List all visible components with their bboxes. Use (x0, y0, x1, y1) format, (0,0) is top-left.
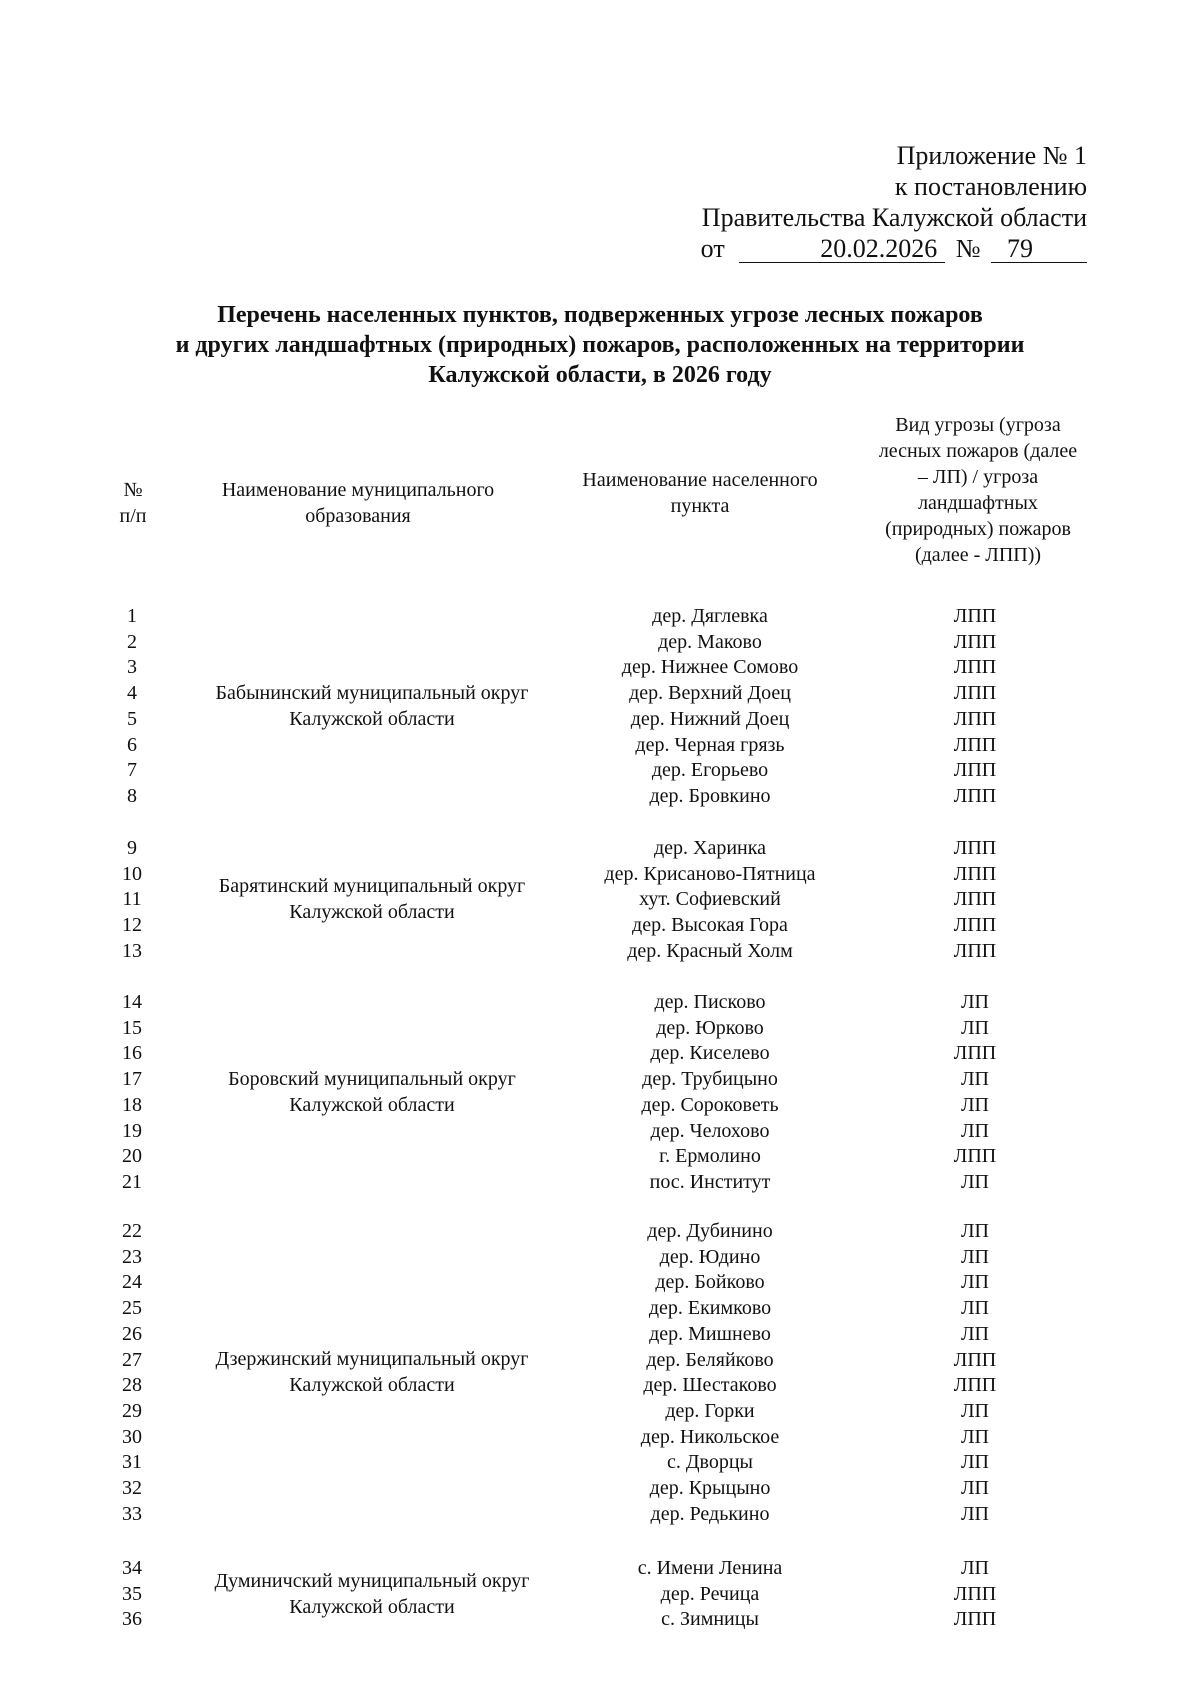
settlement-name: дер. Егорьево (651, 759, 769, 781)
settlement-name: дер. Дубинино (647, 1220, 773, 1242)
threat-type: ЛП (960, 1171, 989, 1193)
threat-type: ЛПП (953, 759, 997, 781)
threat-type: ЛП (960, 1557, 989, 1579)
threat-type: ЛП (960, 1068, 989, 1090)
threat-type: ЛПП (953, 1145, 997, 1167)
appendix-number: Приложение № 1 (896, 141, 1087, 170)
threat-type: ЛП (960, 1400, 989, 1422)
settlement-name: дер. Мишнево (649, 1323, 771, 1345)
threat-type: ЛП (960, 1094, 989, 1116)
settlement-name: дер. Шестаково (643, 1374, 777, 1396)
threat-type: ЛПП (953, 682, 997, 704)
resolution-number: 79 (991, 236, 1087, 263)
municipality-name: Бабынинский муниципальный округ Калужской области (215, 682, 529, 730)
settlement-name: дер. Киселево (650, 1042, 770, 1064)
row-number: 29 (122, 1400, 142, 1422)
settlement-name: дер. Челохово (650, 1120, 770, 1142)
settlement-name: дер. Сороковеть (641, 1094, 779, 1116)
row-number: 10 (122, 863, 142, 885)
threat-type: ЛПП (953, 888, 997, 910)
settlement-name: дер. Бойково (655, 1271, 765, 1293)
row-number: 26 (122, 1323, 142, 1345)
appendix-government: Правительства Калужской области (701, 203, 1087, 232)
title-line: и других ландшафтных (природных) пожаров, расположенных на территории (175, 332, 1025, 358)
row-number: 1 (127, 605, 137, 627)
row-number: 15 (122, 1017, 142, 1039)
settlement-name: дер. Екимково (648, 1297, 772, 1319)
title-line: Перечень населенных пунктов, подверженных угрозе лесных пожаров (217, 302, 983, 328)
settlement-name: дер. Никольское (640, 1426, 780, 1448)
row-number: 36 (122, 1608, 142, 1630)
settlement-name: дер. Высокая Гора (632, 914, 788, 936)
header-number: № п/п (119, 479, 147, 527)
threat-type: ЛПП (953, 656, 997, 678)
settlement-name: пос. Институт (649, 1171, 771, 1193)
settlement-name: дер. Нижнее Сомово (621, 656, 799, 678)
resolution-date: 20.02.2026 (739, 236, 945, 263)
header-threat-type: Вид угрозы (угроза лесных пожаров (далее – ЛП) / угроза ландшафтных (природных) пожаров (далее - ЛПП)) (878, 414, 1078, 566)
municipality-name: Думиничский муниципальный округ Калужской области (214, 1570, 530, 1618)
number-label: № (955, 234, 981, 263)
threat-type: ЛП (960, 991, 989, 1013)
threat-type: ЛП (960, 1271, 989, 1293)
settlement-name: дер. Юдино (659, 1246, 761, 1268)
settlement-name: с. Дворцы (667, 1451, 753, 1473)
row-number: 24 (122, 1271, 142, 1293)
row-number: 6 (127, 734, 137, 756)
threat-type: ЛПП (953, 1349, 997, 1371)
row-number: 34 (122, 1557, 142, 1579)
threat-type: ЛП (960, 1477, 989, 1499)
settlement-name: с. Имени Ленина (637, 1557, 783, 1579)
settlement-name: дер. Трубицыно (642, 1068, 778, 1090)
row-number: 8 (127, 785, 137, 807)
threat-type: ЛП (960, 1246, 989, 1268)
threat-type: ЛПП (953, 1042, 997, 1064)
settlement-name: хут. Софиевский (639, 888, 781, 910)
row-number: 4 (127, 682, 137, 704)
appendix-date-line (701, 233, 1087, 264)
settlement-name: дер. Черная грязь (635, 734, 785, 756)
row-number: 31 (122, 1451, 142, 1473)
settlement-name: дер. Крисаново-Пятница (604, 863, 816, 885)
row-number: 3 (127, 656, 137, 678)
threat-type: ЛП (960, 1503, 989, 1525)
settlement-name: дер. Юрково (656, 1017, 764, 1039)
settlement-name: дер. Маково (658, 631, 762, 653)
row-number: 32 (122, 1477, 142, 1499)
row-number: 19 (122, 1120, 142, 1142)
row-number: 17 (122, 1068, 142, 1090)
row-number: 33 (122, 1503, 142, 1525)
settlement-name: с. Зимницы (661, 1608, 759, 1630)
settlement-name: дер. Беляйково (646, 1349, 774, 1371)
row-number: 14 (122, 991, 142, 1013)
settlement-name: дер. Бровкино (649, 785, 771, 807)
threat-type: ЛПП (953, 785, 997, 807)
row-number: 7 (127, 759, 137, 781)
settlement-name: дер. Дяглевка (652, 605, 768, 627)
threat-type: ЛПП (953, 708, 997, 730)
settlement-name: дер. Красный Холм (627, 940, 793, 962)
row-number: 20 (122, 1145, 142, 1167)
municipality-name: Барятинский муниципальный округ Калужской области (218, 875, 526, 923)
threat-type: ЛПП (953, 631, 997, 653)
row-number: 21 (122, 1171, 142, 1193)
row-number: 30 (122, 1426, 142, 1448)
row-number: 25 (122, 1297, 142, 1319)
row-number: 5 (127, 708, 137, 730)
settlement-name: дер. Писково (654, 991, 766, 1013)
settlement-name: дер. Верхний Доец (629, 682, 791, 704)
threat-type: ЛПП (953, 1583, 997, 1605)
threat-type: ЛПП (953, 605, 997, 627)
threat-type: ЛП (960, 1120, 989, 1142)
settlement-name: дер. Харинка (653, 837, 767, 859)
appendix-resolution-label: к постановлению (894, 172, 1087, 201)
row-number: 22 (122, 1220, 142, 1242)
threat-type: ЛП (960, 1220, 989, 1242)
from-label: от (700, 234, 725, 263)
threat-type: ЛП (960, 1297, 989, 1319)
row-number: 9 (127, 837, 137, 859)
threat-type: ЛПП (953, 734, 997, 756)
settlement-name: дер. Нижний Доец (630, 708, 790, 730)
threat-type: ЛПП (953, 940, 997, 962)
threat-type: ЛП (960, 1323, 989, 1345)
municipality-name: Дзержинский муниципальный округ Калужской области (215, 1348, 529, 1396)
threat-type: ЛПП (953, 863, 997, 885)
row-number: 13 (122, 940, 142, 962)
header-municipality: Наименование муниципального образования (221, 479, 495, 527)
settlement-name: дер. Крыцыно (649, 1477, 771, 1499)
threat-type: ЛПП (953, 837, 997, 859)
header-settlement: Наименование населенного пункта (582, 469, 818, 517)
settlement-name: г. Ермолино (659, 1145, 761, 1167)
row-number: 16 (122, 1042, 142, 1064)
threat-type: ЛП (960, 1017, 989, 1039)
row-number: 2 (127, 631, 137, 653)
settlement-name: дер. Горки (665, 1400, 755, 1422)
title-line: Калужской области, в 2026 году (428, 362, 772, 388)
row-number: 35 (122, 1583, 142, 1605)
settlement-name: дер. Речица (660, 1583, 760, 1605)
document-title (0, 300, 1200, 390)
row-number: 18 (122, 1094, 142, 1116)
settlement-name: дер. Редькино (650, 1503, 770, 1525)
row-number: 23 (122, 1246, 142, 1268)
threat-type: ЛПП (953, 1608, 997, 1630)
threat-type: ЛП (960, 1426, 989, 1448)
row-number: 12 (122, 914, 142, 936)
appendix-block (701, 140, 1087, 264)
row-number: 11 (122, 888, 142, 910)
threat-type: ЛПП (953, 914, 997, 936)
threat-type: ЛП (960, 1451, 989, 1473)
row-number: 28 (122, 1374, 142, 1396)
municipality-name: Боровский муниципальный округ Калужской области (228, 1068, 516, 1116)
threat-type: ЛПП (953, 1374, 997, 1396)
row-number: 27 (122, 1349, 142, 1371)
